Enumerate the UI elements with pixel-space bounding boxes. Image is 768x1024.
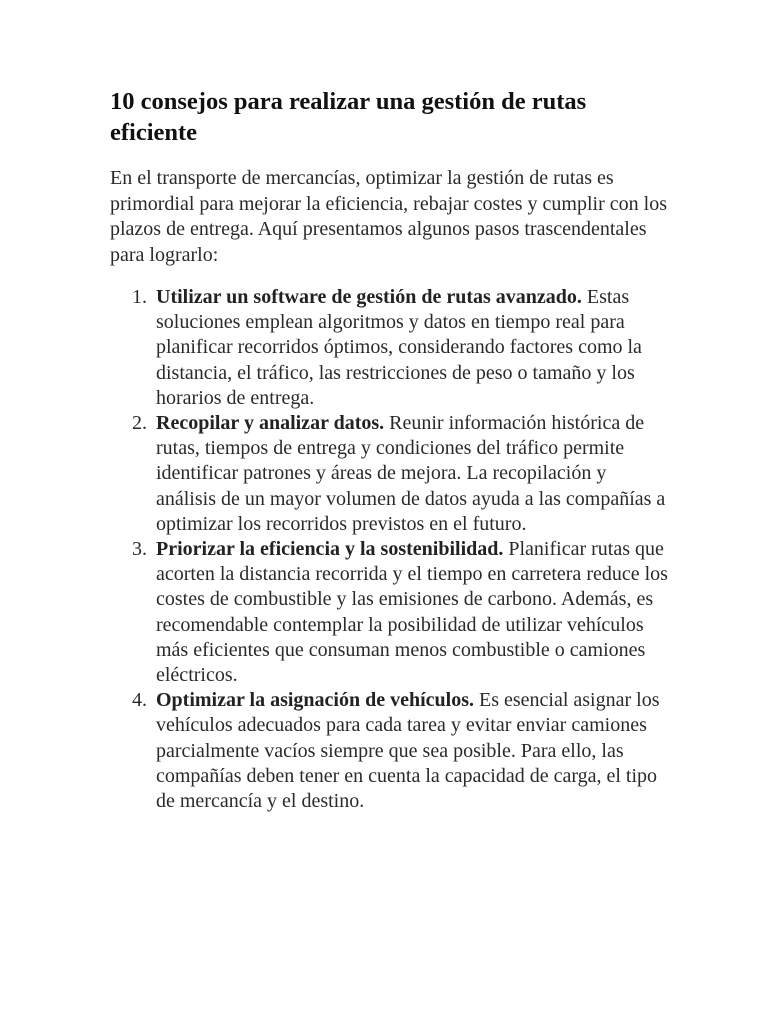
page-title: 10 consejos para realizar una gestión de rutas eficiente bbox=[110, 88, 587, 146]
list-item-number: 2. bbox=[132, 412, 147, 435]
list-item-text: Reunir información histórica de rutas, tiempos de entrega y condiciones del tráfico permite identificar patrones y áreas de mejora. La recopilación y análisis de un mayor volumen de datos ayuda a las compañías a optimizar los recorridos previstos en el futuro. bbox=[156, 412, 666, 535]
intro-paragraph: En el transporte de mercancías, optimizar la gestión de rutas es primordial para mejorar la eficiencia, rebajar costes y cumplir con los plazos de entrega. Aquí presentamos algunos pasos trascendentales para lograrlo: bbox=[110, 167, 667, 266]
list-item bbox=[110, 688, 670, 814]
list-item-lead: Recopilar y analizar datos. bbox=[156, 412, 385, 435]
list-item-lead: Utilizar un software de gestión de rutas avanzado. bbox=[156, 286, 582, 308]
list-item bbox=[110, 285, 670, 411]
list-item-lead: Optimizar la asignación de vehículos. bbox=[156, 689, 474, 712]
document-page bbox=[110, 86, 670, 814]
list-item-text: Es esencial asignar los vehículos adecuados para cada tarea y evitar enviar camiones parcialmente vacíos siempre que sea posible. Para ello, las compañías deben tener en cuenta la capacidad de carga, el tipo de mercancía y el destino. bbox=[156, 689, 660, 813]
list-item bbox=[110, 411, 670, 537]
list-item-text: Estas soluciones emplean algoritmos y datos en tiempo real para planificar recorridos óptimos, considerando factores como la distancia, el tráfico, las restricciones de peso o tamaño y los horarios de entrega. bbox=[156, 286, 642, 409]
list-item-number: 1. bbox=[132, 286, 147, 308]
list-item bbox=[110, 537, 670, 688]
tips-list bbox=[110, 285, 670, 814]
list-item-lead: Priorizar la eficiencia y la sostenibilidad. bbox=[156, 538, 504, 561]
list-item-text: Planificar rutas que acorten la distancia recorrida y el tiempo en carretera reduce los costes de combustible y las emisiones de carbono. Además, es recomendable contemplar la posibilidad de utilizar vehículos más eficientes que consuman menos combustible o camiones eléctricos. bbox=[156, 538, 668, 687]
list-item-number: 3. bbox=[132, 538, 147, 561]
list-item-number: 4. bbox=[132, 689, 147, 712]
